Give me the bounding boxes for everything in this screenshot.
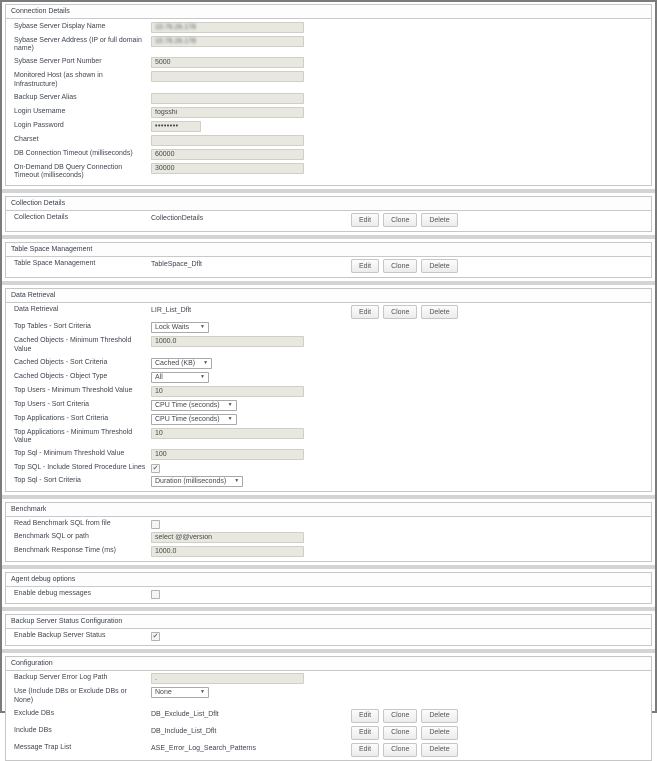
field-label: Login Username — [14, 107, 146, 117]
message-trap-list-value: ASE_Error_Log_Search_Patterns — [151, 743, 351, 752]
top-sql-minimum-threshold-value-input[interactable] — [151, 449, 304, 460]
delete-button[interactable]: Delete — [421, 259, 457, 273]
form-row — [6, 321, 651, 335]
clone-button[interactable]: Clone — [383, 726, 417, 740]
section-body — [6, 629, 651, 645]
form-row — [6, 741, 651, 758]
section-body — [6, 587, 651, 603]
field-label: Charset — [14, 135, 146, 145]
selected-option-label: None — [155, 689, 172, 696]
cached-objects-sort-criteria-select[interactable] — [151, 358, 212, 369]
field-label: On-Demand DB Query Connection Timeout (milliseconds) — [14, 163, 146, 182]
form-row — [6, 588, 651, 601]
field-label: Enable Backup Server Status — [14, 631, 146, 641]
field-label: Sybase Server Address (IP or full domain name) — [14, 36, 146, 55]
delete-button[interactable]: Delete — [421, 213, 457, 227]
field-label: Top Users - Minimum Threshold Value — [14, 386, 146, 396]
selected-option-label: Duration (milliseconds) — [155, 478, 226, 485]
form-row — [6, 531, 651, 545]
section-header-table-space-management: Table Space Management — [6, 243, 651, 257]
form-row — [6, 20, 651, 34]
dropdown-arrow-icon: ▼ — [200, 375, 205, 380]
field-label: DB Connection Timeout (milliseconds) — [14, 149, 146, 159]
selected-option-label: All — [155, 374, 163, 381]
field-label: Login Password — [14, 121, 146, 131]
record-actions — [351, 709, 462, 723]
delete-button[interactable]: Delete — [421, 726, 457, 740]
section-body — [6, 211, 651, 231]
section-body — [6, 517, 651, 561]
form-row — [6, 384, 651, 398]
field-label: Cached Objects - Object Type — [14, 372, 146, 382]
field-label: Collection Details — [14, 213, 146, 223]
field-label: Backup Server Error Log Path — [14, 673, 146, 683]
field-label: Top Users - Sort Criteria — [14, 400, 146, 410]
form-row — [6, 56, 651, 70]
section-header-backup-server-status-configuration: Backup Server Status Configuration — [6, 615, 651, 629]
cached-objects-minimum-threshold-value-input[interactable] — [151, 336, 304, 347]
section-header-configuration: Configuration — [6, 657, 651, 671]
form-row — [6, 133, 651, 147]
section-body — [6, 303, 651, 491]
field-label: Cached Objects - Sort Criteria — [14, 358, 146, 368]
form-row — [6, 426, 651, 448]
dropdown-arrow-icon: ▼ — [228, 417, 233, 422]
section-header-data-retrieval: Data Retrieval — [6, 289, 651, 303]
form-row — [6, 356, 651, 370]
record-actions — [351, 743, 462, 757]
form-row — [6, 91, 651, 105]
field-label: Top Tables - Sort Criteria — [14, 322, 146, 332]
section-benchmark — [5, 502, 652, 562]
on-demand-db-query-connection-timeout-milliseconds-input[interactable] — [151, 163, 304, 174]
section-separator — [2, 649, 655, 653]
field-label: Include DBs — [14, 726, 146, 736]
sybase-server-display-name-redacted-value: 10.76.26.178 — [155, 24, 196, 31]
edit-button[interactable]: Edit — [351, 305, 379, 319]
form-row — [6, 545, 651, 559]
form-row — [6, 672, 651, 686]
monitored-host-as-shown-in-infrastructure-input[interactable] — [151, 71, 304, 82]
section-header-agent-debug-options: Agent debug options — [6, 573, 651, 587]
form-row — [6, 462, 651, 475]
section-agent-debug-options — [5, 572, 652, 604]
form-row — [6, 686, 651, 708]
form-row — [6, 70, 651, 92]
section-separator — [2, 189, 655, 193]
clone-button[interactable]: Clone — [383, 709, 417, 723]
table-space-management-value: TableSpace_Dflt — [151, 259, 351, 268]
charset-input[interactable] — [151, 135, 304, 146]
dropdown-arrow-icon: ▼ — [228, 403, 233, 408]
dropdown-arrow-icon: ▼ — [203, 361, 208, 366]
section-body — [6, 671, 651, 761]
field-label: Sybase Server Port Number — [14, 57, 146, 67]
backup-server-error-log-path-input[interactable] — [151, 673, 304, 684]
section-body — [6, 19, 651, 185]
form-row — [6, 105, 651, 119]
form-row — [6, 370, 651, 384]
benchmark-response-time-ms-input[interactable] — [151, 546, 304, 557]
db-connection-timeout-milliseconds-input[interactable] — [151, 149, 304, 160]
field-label: Sybase Server Display Name — [14, 22, 146, 32]
dropdown-arrow-icon: ▼ — [200, 325, 205, 330]
edit-button[interactable]: Edit — [351, 709, 379, 723]
edit-button[interactable]: Edit — [351, 259, 379, 273]
top-sql-sort-criteria-select[interactable] — [151, 476, 243, 487]
section-separator — [2, 281, 655, 285]
enable-debug-messages-checkbox[interactable] — [151, 590, 160, 599]
form-row — [6, 258, 651, 275]
use-include-dbs-or-exclude-dbs-or-none-select[interactable] — [151, 687, 209, 698]
form-row — [6, 212, 651, 229]
include-dbs-value: DB_Include_List_Dflt — [151, 726, 351, 735]
login-username-input[interactable] — [151, 107, 304, 118]
top-applications-sort-criteria-select[interactable] — [151, 414, 237, 425]
top-sql-include-stored-procedure-lines-checkbox[interactable] — [151, 464, 160, 473]
edit-button[interactable]: Edit — [351, 743, 379, 757]
sybase-server-display-name-input[interactable] — [151, 22, 304, 33]
read-benchmark-sql-from-file-checkbox[interactable] — [151, 520, 160, 529]
field-label: Cached Objects - Minimum Threshold Value — [14, 336, 146, 355]
record-actions — [351, 726, 462, 740]
form-row — [6, 398, 651, 412]
field-label: Message Trap List — [14, 743, 146, 753]
form-row — [6, 724, 651, 741]
delete-button[interactable]: Delete — [421, 709, 457, 723]
sybase-server-address-ip-or-full-domain-name-redacted-value: 10.76.26.178 — [155, 38, 196, 45]
checkmark-icon: ✔ — [153, 465, 159, 472]
benchmark-sql-or-path-input[interactable] — [151, 532, 304, 543]
dropdown-arrow-icon: ▼ — [200, 690, 205, 695]
top-users-sort-criteria-select[interactable] — [151, 400, 237, 411]
form-row — [6, 34, 651, 56]
top-tables-sort-criteria-select[interactable] — [151, 322, 209, 333]
form-row — [6, 147, 651, 161]
clone-button[interactable]: Clone — [383, 743, 417, 757]
delete-button[interactable]: Delete — [421, 305, 457, 319]
field-label: Read Benchmark SQL from file — [14, 519, 146, 529]
section-data-retrieval — [5, 288, 652, 492]
top-users-minimum-threshold-value-input[interactable] — [151, 386, 304, 397]
edit-button[interactable]: Edit — [351, 213, 379, 227]
section-header-collection-details: Collection Details — [6, 197, 651, 211]
field-label: Top Applications - Sort Criteria — [14, 414, 146, 424]
selected-option-label: CPU Time (seconds) — [155, 402, 220, 409]
login-password-input[interactable] — [151, 121, 201, 132]
section-separator — [2, 495, 655, 499]
form-row — [6, 475, 651, 489]
clone-button[interactable]: Clone — [383, 213, 417, 227]
form-row — [6, 412, 651, 426]
form-row — [6, 630, 651, 643]
cached-objects-object-type-select[interactable] — [151, 372, 209, 383]
section-separator — [2, 565, 655, 569]
selected-option-label: Lock Waits — [155, 324, 189, 331]
form-row — [6, 119, 651, 133]
checkmark-icon: ✔ — [153, 633, 159, 640]
section-separator — [2, 235, 655, 239]
section-configuration — [5, 656, 652, 761]
section-header-benchmark: Benchmark — [6, 503, 651, 517]
field-label: Monitored Host (as shown in Infrastructure) — [14, 71, 146, 90]
record-actions — [351, 305, 462, 319]
form-row — [6, 448, 651, 462]
field-label: Benchmark Response Time (ms) — [14, 546, 146, 556]
top-applications-minimum-threshold-value-input[interactable] — [151, 428, 304, 439]
sybase-server-address-ip-or-full-domain-name-input[interactable] — [151, 36, 304, 47]
collection-details-value: CollectionDetails — [151, 213, 351, 222]
field-label: Enable debug messages — [14, 589, 146, 599]
form-row — [6, 161, 651, 183]
record-actions — [351, 259, 462, 273]
field-label: Exclude DBs — [14, 709, 146, 719]
backup-server-alias-input[interactable] — [151, 93, 304, 104]
data-retrieval-value: LIR_List_Dflt — [151, 305, 351, 314]
field-label: Top Applications - Minimum Threshold Value — [14, 428, 146, 447]
field-label: Data Retrieval — [14, 305, 146, 315]
section-body — [6, 257, 651, 277]
section-connection-details — [5, 4, 652, 186]
dropdown-arrow-icon: ▼ — [234, 479, 239, 484]
section-backup-server-status-configuration — [5, 614, 652, 646]
record-actions — [351, 213, 462, 227]
enable-backup-server-status-checkbox[interactable] — [151, 632, 160, 641]
field-label: Top Sql - Sort Criteria — [14, 476, 146, 486]
section-table-space-management — [5, 242, 652, 278]
form-row — [6, 304, 651, 321]
selected-option-label: CPU Time (seconds) — [155, 416, 220, 423]
clone-button[interactable]: Clone — [383, 259, 417, 273]
section-header-connection-details: Connection Details — [6, 5, 651, 19]
delete-button[interactable]: Delete — [421, 743, 457, 757]
exclude-dbs-value: DB_Exclude_List_Dflt — [151, 709, 351, 718]
field-label: Top SQL - Include Stored Procedure Lines — [14, 463, 146, 473]
field-label: Use (Include DBs or Exclude DBs or None) — [14, 687, 146, 706]
edit-button[interactable]: Edit — [351, 726, 379, 740]
field-label: Table Space Management — [14, 259, 146, 269]
field-label: Backup Server Alias — [14, 93, 146, 103]
section-separator — [2, 607, 655, 611]
form-row — [6, 335, 651, 357]
clone-button[interactable]: Clone — [383, 305, 417, 319]
field-label: Benchmark SQL or path — [14, 532, 146, 542]
form-row — [6, 707, 651, 724]
sybase-server-port-number-input[interactable] — [151, 57, 304, 68]
selected-option-label: Cached (KB) — [155, 360, 195, 367]
section-collection-details — [5, 196, 652, 232]
form-row — [6, 518, 651, 531]
field-label: Top Sql - Minimum Threshold Value — [14, 449, 146, 459]
